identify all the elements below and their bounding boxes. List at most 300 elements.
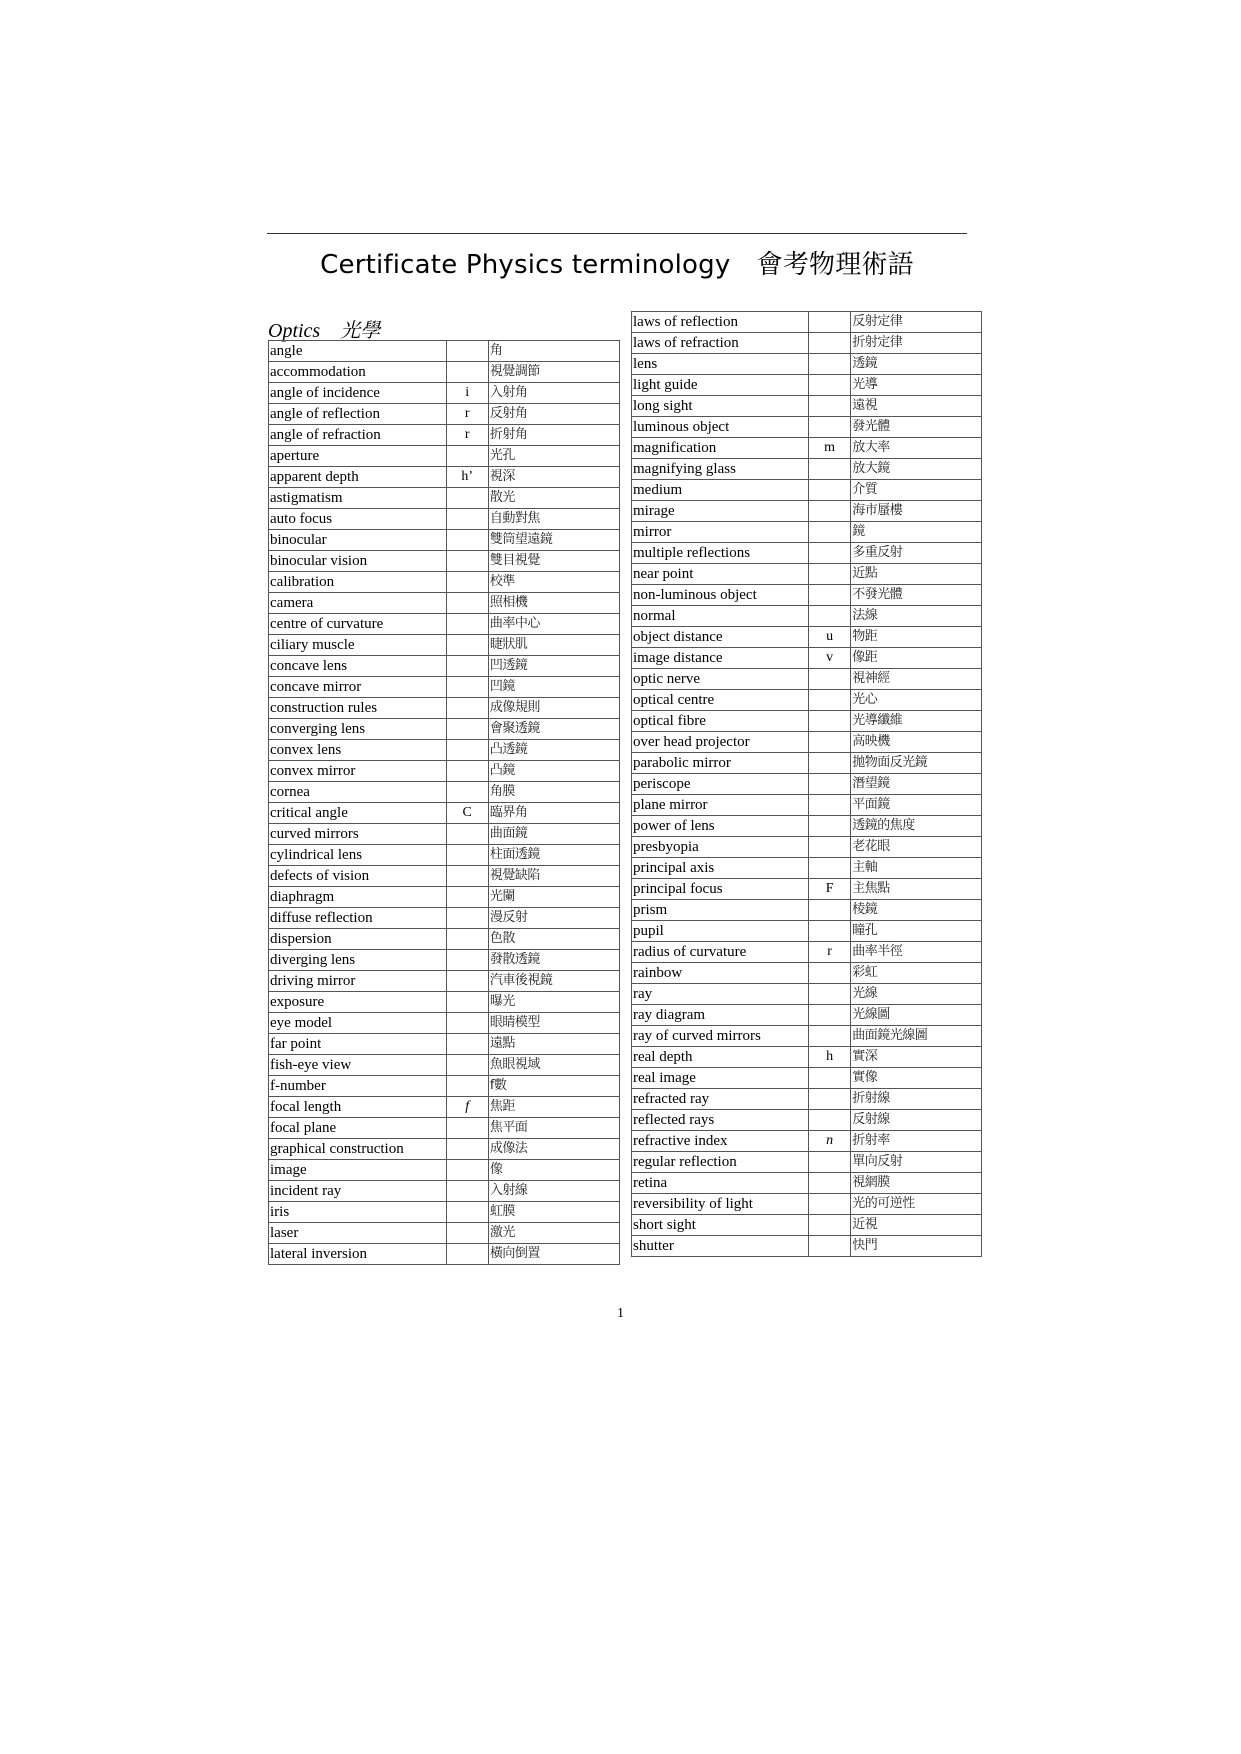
symbol-cell — [809, 774, 851, 795]
term-cell: retina — [632, 1173, 809, 1194]
table-row — [632, 1047, 982, 1068]
chinese-term-cell: 角膜 — [488, 782, 619, 803]
table-row — [269, 971, 620, 992]
symbol-cell — [809, 837, 851, 858]
table-row — [269, 341, 620, 362]
term-cell: concave mirror — [269, 677, 447, 698]
term-cell: optical fibre — [632, 711, 809, 732]
symbol-cell — [446, 866, 488, 887]
table-row — [632, 480, 982, 501]
symbol-cell — [446, 845, 488, 866]
table-row — [269, 362, 620, 383]
symbol-cell — [446, 635, 488, 656]
symbol-cell — [809, 354, 851, 375]
table-row — [632, 396, 982, 417]
symbol-cell — [446, 782, 488, 803]
table-row — [269, 404, 620, 425]
term-cell: diverging lens — [269, 950, 447, 971]
chinese-term-cell: 像距 — [851, 648, 982, 669]
table-row — [632, 732, 982, 753]
chinese-term-cell: 汽車後視鏡 — [488, 971, 619, 992]
symbol-cell — [446, 446, 488, 467]
symbol-cell — [809, 711, 851, 732]
chinese-term-cell: 放大鏡 — [851, 459, 982, 480]
symbol-cell — [809, 543, 851, 564]
table-row — [632, 942, 982, 963]
chinese-term-cell: 照相機 — [488, 593, 619, 614]
symbol-cell — [809, 795, 851, 816]
chinese-term-cell: 入射角 — [488, 383, 619, 404]
symbol-cell: i — [446, 383, 488, 404]
chinese-term-cell: 柱面透鏡 — [488, 845, 619, 866]
term-cell: angle of reflection — [269, 404, 447, 425]
term-cell: near point — [632, 564, 809, 585]
symbol-cell — [446, 1223, 488, 1244]
chinese-term-cell: 曲面鏡 — [488, 824, 619, 845]
term-cell: aperture — [269, 446, 447, 467]
term-cell: cylindrical lens — [269, 845, 447, 866]
table-row — [269, 677, 620, 698]
chinese-term-cell: 多重反射 — [851, 543, 982, 564]
symbol-cell: f — [446, 1097, 488, 1118]
chinese-term-cell: 物距 — [851, 627, 982, 648]
table-row — [632, 438, 982, 459]
symbol-cell — [446, 677, 488, 698]
symbol-cell — [809, 312, 851, 333]
chinese-term-cell: 主軸 — [851, 858, 982, 879]
table-row — [632, 1089, 982, 1110]
symbol-cell — [809, 984, 851, 1005]
chinese-term-cell: 激光 — [488, 1223, 619, 1244]
symbol-cell — [446, 551, 488, 572]
term-cell: ray — [632, 984, 809, 1005]
symbol-cell — [809, 816, 851, 837]
chinese-term-cell: 介質 — [851, 480, 982, 501]
table-row — [269, 1223, 620, 1244]
table-row — [632, 711, 982, 732]
table-row — [269, 740, 620, 761]
table-row — [632, 774, 982, 795]
chinese-term-cell: 折射率 — [851, 1131, 982, 1152]
term-cell: medium — [632, 480, 809, 501]
term-cell: critical angle — [269, 803, 447, 824]
term-cell: incident ray — [269, 1181, 447, 1202]
table-row — [269, 1160, 620, 1181]
table-row — [269, 551, 620, 572]
symbol-cell — [446, 887, 488, 908]
term-cell: mirage — [632, 501, 809, 522]
table-row — [269, 887, 620, 908]
table-row — [269, 866, 620, 887]
symbol-cell — [809, 480, 851, 501]
symbol-cell — [809, 963, 851, 984]
term-cell: object distance — [632, 627, 809, 648]
chinese-term-cell: 近點 — [851, 564, 982, 585]
table-row — [269, 761, 620, 782]
table-row — [269, 593, 620, 614]
page-title: Certificate Physics terminology 會考物理術語 — [320, 250, 914, 280]
chinese-term-cell: 光導纖維 — [851, 711, 982, 732]
term-cell: dispersion — [269, 929, 447, 950]
symbol-cell — [809, 522, 851, 543]
table-row — [632, 606, 982, 627]
table-row — [269, 1244, 620, 1265]
table-row — [632, 1110, 982, 1131]
chinese-term-cell: 凹鏡 — [488, 677, 619, 698]
term-cell: concave lens — [269, 656, 447, 677]
symbol-cell — [446, 992, 488, 1013]
chinese-term-cell: 光闌 — [488, 887, 619, 908]
table-row — [632, 1173, 982, 1194]
table-row — [632, 417, 982, 438]
term-cell: accommodation — [269, 362, 447, 383]
symbol-cell — [809, 606, 851, 627]
symbol-cell — [809, 900, 851, 921]
table-row — [632, 795, 982, 816]
table-row — [269, 425, 620, 446]
symbol-cell — [446, 1202, 488, 1223]
terms-table-left — [268, 340, 620, 1265]
table-row — [632, 1194, 982, 1215]
term-cell: magnification — [632, 438, 809, 459]
symbol-cell: v — [809, 648, 851, 669]
term-cell: ciliary muscle — [269, 635, 447, 656]
term-cell: multiple reflections — [632, 543, 809, 564]
term-cell: diffuse reflection — [269, 908, 447, 929]
chinese-term-cell: 鏡 — [851, 522, 982, 543]
chinese-term-cell: 雙目視覺 — [488, 551, 619, 572]
symbol-cell: r — [809, 942, 851, 963]
term-cell: binocular vision — [269, 551, 447, 572]
term-cell: ray diagram — [632, 1005, 809, 1026]
chinese-term-cell: 平面鏡 — [851, 795, 982, 816]
symbol-cell — [809, 1110, 851, 1131]
chinese-term-cell: 折射線 — [851, 1089, 982, 1110]
chinese-term-cell: 光線圖 — [851, 1005, 982, 1026]
symbol-cell — [809, 1152, 851, 1173]
term-cell: parabolic mirror — [632, 753, 809, 774]
chinese-term-cell: 臨界角 — [488, 803, 619, 824]
chinese-term-cell: 橫向倒置 — [488, 1244, 619, 1265]
table-row — [269, 824, 620, 845]
symbol-cell — [446, 1244, 488, 1265]
table-row — [632, 837, 982, 858]
symbol-cell — [446, 971, 488, 992]
chinese-term-cell: 遠點 — [488, 1034, 619, 1055]
chinese-term-cell: 彩虹 — [851, 963, 982, 984]
table-row — [632, 1026, 982, 1047]
chinese-term-cell: 近視 — [851, 1215, 982, 1236]
term-cell: principal axis — [632, 858, 809, 879]
chinese-term-cell: 主焦點 — [851, 879, 982, 900]
chinese-term-cell: 焦平面 — [488, 1118, 619, 1139]
term-cell: optic nerve — [632, 669, 809, 690]
chinese-term-cell: 放大率 — [851, 438, 982, 459]
term-cell: exposure — [269, 992, 447, 1013]
symbol-cell — [809, 669, 851, 690]
term-cell: image distance — [632, 648, 809, 669]
symbol-cell — [446, 1160, 488, 1181]
chinese-term-cell: 視覺缺陷 — [488, 866, 619, 887]
table-row — [269, 572, 620, 593]
term-cell: convex mirror — [269, 761, 447, 782]
term-cell: radius of curvature — [632, 942, 809, 963]
symbol-cell — [446, 530, 488, 551]
term-cell: prism — [632, 900, 809, 921]
table-row — [632, 879, 982, 900]
table-row — [269, 950, 620, 971]
table-row — [632, 627, 982, 648]
chinese-term-cell: 透鏡 — [851, 354, 982, 375]
symbol-cell — [446, 509, 488, 530]
symbol-cell — [809, 1026, 851, 1047]
symbol-cell — [809, 1089, 851, 1110]
chinese-term-cell: 實深 — [851, 1047, 982, 1068]
chinese-term-cell: 拋物面反光鏡 — [851, 753, 982, 774]
table-row — [269, 803, 620, 824]
section-title: Optics 光學 — [268, 320, 381, 342]
chinese-term-cell: 棱鏡 — [851, 900, 982, 921]
table-row — [632, 816, 982, 837]
chinese-term-cell: 焦距 — [488, 1097, 619, 1118]
table-row — [632, 669, 982, 690]
symbol-cell: r — [446, 425, 488, 446]
symbol-cell: r — [446, 404, 488, 425]
chinese-term-cell: 法線 — [851, 606, 982, 627]
term-cell: regular reflection — [632, 1152, 809, 1173]
symbol-cell — [809, 585, 851, 606]
chinese-term-cell: 凸鏡 — [488, 761, 619, 782]
term-cell: real image — [632, 1068, 809, 1089]
table-row — [632, 333, 982, 354]
chinese-term-cell: 光孔 — [488, 446, 619, 467]
chinese-term-cell: 漫反射 — [488, 908, 619, 929]
term-cell: reversibility of light — [632, 1194, 809, 1215]
symbol-cell — [446, 929, 488, 950]
chinese-term-cell: 角 — [488, 341, 619, 362]
table-row — [269, 509, 620, 530]
symbol-cell — [446, 1118, 488, 1139]
term-cell: refractive index — [632, 1131, 809, 1152]
chinese-term-cell: 散光 — [488, 488, 619, 509]
symbol-cell — [446, 614, 488, 635]
table-row — [269, 1202, 620, 1223]
symbol-cell — [446, 740, 488, 761]
term-cell: ray of curved mirrors — [632, 1026, 809, 1047]
chinese-term-cell: 發光體 — [851, 417, 982, 438]
chinese-term-cell: 光線 — [851, 984, 982, 1005]
symbol-cell — [446, 362, 488, 383]
term-cell: iris — [269, 1202, 447, 1223]
term-cell: fish-eye view — [269, 1055, 447, 1076]
terms-table-right — [631, 311, 982, 1257]
table-row — [632, 564, 982, 585]
symbol-cell — [809, 417, 851, 438]
table-row — [269, 530, 620, 551]
term-cell: rainbow — [632, 963, 809, 984]
table-row — [632, 753, 982, 774]
chinese-term-cell: 像 — [488, 1160, 619, 1181]
table-row — [269, 1097, 620, 1118]
chinese-term-cell: 遠視 — [851, 396, 982, 417]
table-row — [632, 543, 982, 564]
chinese-term-cell: 快門 — [851, 1236, 982, 1257]
chinese-term-cell: 潛望鏡 — [851, 774, 982, 795]
chinese-term-cell: 睫狀肌 — [488, 635, 619, 656]
chinese-term-cell: 曲率中心 — [488, 614, 619, 635]
chinese-term-cell: 自動對焦 — [488, 509, 619, 530]
table-row — [632, 1005, 982, 1026]
chinese-term-cell: 光心 — [851, 690, 982, 711]
chinese-term-cell: 入射線 — [488, 1181, 619, 1202]
chinese-term-cell: 單向反射 — [851, 1152, 982, 1173]
term-cell: laws of refraction — [632, 333, 809, 354]
symbol-cell: n — [809, 1131, 851, 1152]
chinese-term-cell: 成像規則 — [488, 698, 619, 719]
symbol-cell — [446, 1076, 488, 1097]
term-cell: presbyopia — [632, 837, 809, 858]
table-row — [269, 1139, 620, 1160]
chinese-term-cell: 光導 — [851, 375, 982, 396]
table-row — [632, 1068, 982, 1089]
chinese-term-cell: 瞳孔 — [851, 921, 982, 942]
term-cell: angle of incidence — [269, 383, 447, 404]
chinese-term-cell: 校準 — [488, 572, 619, 593]
table-row — [632, 1236, 982, 1257]
table-row — [269, 488, 620, 509]
symbol-cell: h — [809, 1047, 851, 1068]
table-row — [632, 459, 982, 480]
table-row — [632, 501, 982, 522]
term-cell: eye model — [269, 1013, 447, 1034]
term-cell: apparent depth — [269, 467, 447, 488]
chinese-term-cell: 會聚透鏡 — [488, 719, 619, 740]
term-cell: centre of curvature — [269, 614, 447, 635]
symbol-cell — [809, 1236, 851, 1257]
symbol-cell — [809, 333, 851, 354]
table-row — [632, 648, 982, 669]
table-row — [632, 900, 982, 921]
chinese-term-cell: 折射定律 — [851, 333, 982, 354]
term-cell: normal — [632, 606, 809, 627]
term-cell: real depth — [632, 1047, 809, 1068]
chinese-term-cell: 海市蜃樓 — [851, 501, 982, 522]
term-cell: diaphragm — [269, 887, 447, 908]
page-number: 1 — [617, 1306, 624, 1321]
symbol-cell: F — [809, 879, 851, 900]
symbol-cell — [446, 593, 488, 614]
symbol-cell — [809, 1194, 851, 1215]
symbol-cell — [809, 501, 851, 522]
table-row — [269, 1118, 620, 1139]
table-row — [632, 1152, 982, 1173]
term-cell: cornea — [269, 782, 447, 803]
chinese-term-cell: 發散透鏡 — [488, 950, 619, 971]
chinese-term-cell: f數 — [488, 1076, 619, 1097]
table-row — [632, 921, 982, 942]
term-cell: power of lens — [632, 816, 809, 837]
symbol-cell — [446, 761, 488, 782]
symbol-cell — [446, 824, 488, 845]
term-cell: shutter — [632, 1236, 809, 1257]
symbol-cell — [446, 1034, 488, 1055]
symbol-cell — [809, 921, 851, 942]
symbol-cell — [809, 564, 851, 585]
term-cell: focal length — [269, 1097, 447, 1118]
term-cell: refracted ray — [632, 1089, 809, 1110]
term-cell: reflected rays — [632, 1110, 809, 1131]
symbol-cell — [446, 488, 488, 509]
chinese-term-cell: 魚眼視域 — [488, 1055, 619, 1076]
table-row — [269, 1034, 620, 1055]
chinese-term-cell: 反射角 — [488, 404, 619, 425]
table-row — [269, 719, 620, 740]
table-row — [269, 614, 620, 635]
symbol-cell — [446, 572, 488, 593]
table-row — [269, 929, 620, 950]
symbol-cell — [809, 375, 851, 396]
symbol-cell — [809, 1215, 851, 1236]
table-row — [269, 992, 620, 1013]
term-cell: non-luminous object — [632, 585, 809, 606]
table-row — [632, 354, 982, 375]
table-row — [269, 656, 620, 677]
term-cell: periscope — [632, 774, 809, 795]
chinese-term-cell: 視覺調節 — [488, 362, 619, 383]
term-cell: over head projector — [632, 732, 809, 753]
table-row — [632, 1131, 982, 1152]
term-cell: converging lens — [269, 719, 447, 740]
term-cell: calibration — [269, 572, 447, 593]
term-cell: f-number — [269, 1076, 447, 1097]
symbol-cell — [809, 459, 851, 480]
term-cell: plane mirror — [632, 795, 809, 816]
symbol-cell — [809, 396, 851, 417]
table-row — [632, 858, 982, 879]
term-cell: principal focus — [632, 879, 809, 900]
symbol-cell — [446, 908, 488, 929]
term-cell: curved mirrors — [269, 824, 447, 845]
table-row — [632, 963, 982, 984]
table-row — [269, 698, 620, 719]
symbol-cell: C — [446, 803, 488, 824]
table-row — [632, 585, 982, 606]
symbol-cell — [446, 950, 488, 971]
table-row — [269, 782, 620, 803]
chinese-term-cell: 曲面鏡光線圖 — [851, 1026, 982, 1047]
symbol-cell — [809, 690, 851, 711]
symbol-cell — [809, 858, 851, 879]
chinese-term-cell: 雙筒望遠鏡 — [488, 530, 619, 551]
term-cell: far point — [269, 1034, 447, 1055]
chinese-term-cell: 成像法 — [488, 1139, 619, 1160]
chinese-term-cell: 實像 — [851, 1068, 982, 1089]
table-row — [269, 1076, 620, 1097]
chinese-term-cell: 視網膜 — [851, 1173, 982, 1194]
symbol-cell — [809, 732, 851, 753]
chinese-term-cell: 光的可逆性 — [851, 1194, 982, 1215]
symbol-cell — [809, 1005, 851, 1026]
term-cell: lateral inversion — [269, 1244, 447, 1265]
term-cell: defects of vision — [269, 866, 447, 887]
term-cell: light guide — [632, 375, 809, 396]
chinese-term-cell: 曲率半徑 — [851, 942, 982, 963]
term-cell: magnifying glass — [632, 459, 809, 480]
table-row — [269, 908, 620, 929]
chinese-term-cell: 曝光 — [488, 992, 619, 1013]
chinese-term-cell: 凸透鏡 — [488, 740, 619, 761]
term-cell: angle of refraction — [269, 425, 447, 446]
